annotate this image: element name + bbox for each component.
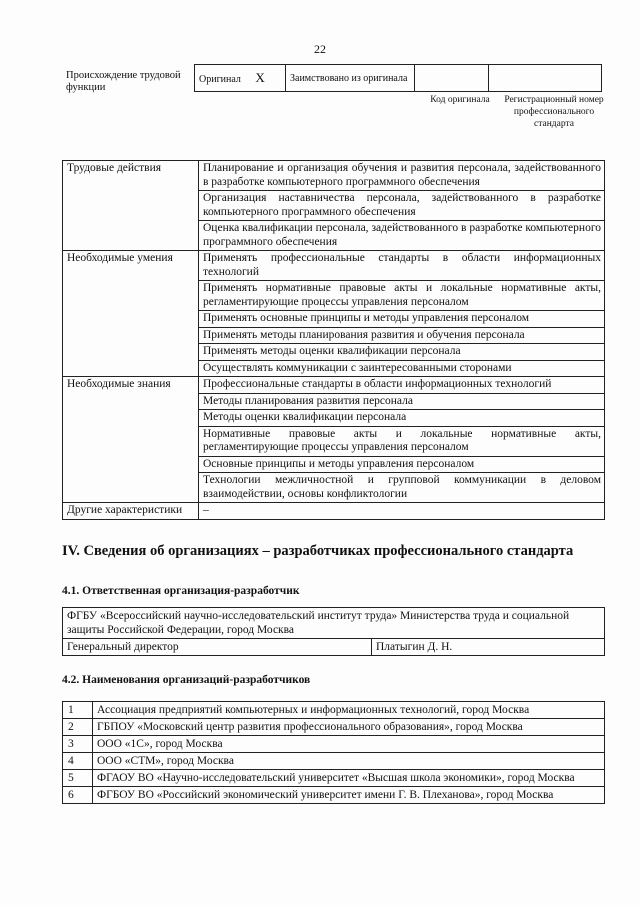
- director-name: Платыгин Д. Н.: [372, 639, 605, 656]
- item-cell: Организация наставничества персонала, задействованного в разработке компьютерного программного обеспечения: [199, 191, 605, 221]
- reg-number-label: Регистрационный номер профессионального стандарта: [504, 95, 604, 129]
- developer-name: ФГБОУ ВО «Российский экономический университет имени Г. В. Плеханова», город Москва: [93, 787, 605, 804]
- function-table: [62, 160, 605, 520]
- developer-name: Ассоциация предприятий компьютерных и информационных технологий, город Москва: [93, 702, 605, 719]
- responsible-org-table: [62, 607, 605, 656]
- item-cell: Нормативные правовые акты и локальные нормативные акты, регламентирующие процессы управления персоналом: [199, 426, 605, 456]
- code-label: Код оригинала: [430, 95, 490, 105]
- subsection-title-responsible: 4.1. Ответственная организация-разработчик: [62, 585, 300, 597]
- category-cell: Трудовые действия: [63, 161, 199, 251]
- code-cell: [415, 65, 489, 92]
- original-cell: [195, 65, 286, 92]
- director-label: Генеральный директор: [63, 639, 372, 656]
- item-cell: Планирование и организация обучения и развития персонала, задействованного в разработке компьютерного программного обеспечения: [199, 161, 605, 191]
- developer-name: ООО «1С», город Москва: [93, 736, 605, 753]
- borrowed-cell: Заимствовано из оригинала: [286, 65, 415, 92]
- item-cell: Методы оценки квалификации персонала: [199, 410, 605, 427]
- item-cell: Применять профессиональные стандарты в области информационных технологий: [199, 251, 605, 281]
- developer-number: 3: [63, 736, 93, 753]
- origin-label: Происхождение трудовой функции: [66, 70, 181, 93]
- developer-name: ФГАОУ ВО «Научно-исследовательский университет «Высшая школа экономики», город Москва: [93, 770, 605, 787]
- responsible-org-name: ФГБУ «Всероссийский научно-исследовательский институт труда» Министерства труда и социальной защиты Российской Федерации, город Москва: [63, 608, 605, 639]
- item-cell: Профессиональные стандарты в области информационных технологий: [199, 377, 605, 394]
- item-cell: Методы планирования развития персонала: [199, 393, 605, 410]
- developer-row: [63, 787, 605, 804]
- developer-number: 5: [63, 770, 93, 787]
- item-cell: Технологии межличностной и групповой коммуникации в деловом взаимодействии, основы конфликтологии: [199, 473, 605, 503]
- section-title: IV. Сведения об организациях – разработчиках профессионального стандарта: [62, 543, 574, 559]
- function-row: [63, 503, 605, 520]
- subsection-title-developers: 4.2. Наименования организаций-разработчиков: [62, 674, 311, 686]
- item-cell: Основные принципы и методы управления персоналом: [199, 456, 605, 473]
- category-cell: Другие характеристики: [63, 503, 199, 520]
- origin-table: [194, 64, 602, 92]
- developer-name: ГБПОУ «Московский центр развития профессионального образования», город Москва: [93, 719, 605, 736]
- original-label: Оригинал: [199, 73, 241, 85]
- item-cell: Применять основные принципы и методы управления персоналом: [199, 311, 605, 328]
- developer-number: 2: [63, 719, 93, 736]
- function-row: [63, 161, 605, 191]
- developer-row: [63, 702, 605, 719]
- developer-row: [63, 719, 605, 736]
- item-cell: Применять методы оценки квалификации персонала: [199, 344, 605, 361]
- item-cell: Применять нормативные правовые акты и локальные нормативные акты, регламентирующие процессы управления персоналом: [199, 281, 605, 311]
- original-mark: X: [255, 69, 265, 85]
- reg-number-cell: [489, 65, 602, 92]
- developer-name: ООО «СТМ», город Москва: [93, 753, 605, 770]
- developer-number: 6: [63, 787, 93, 804]
- developer-row: [63, 736, 605, 753]
- page-number: 22: [314, 42, 326, 56]
- function-row: [63, 251, 605, 281]
- function-row: [63, 377, 605, 394]
- category-cell: Необходимые умения: [63, 251, 199, 377]
- developers-table: [62, 701, 605, 804]
- developer-number: 4: [63, 753, 93, 770]
- developer-row: [63, 770, 605, 787]
- item-cell: Применять методы планирования развития и обучения персонала: [199, 327, 605, 344]
- developer-row: [63, 753, 605, 770]
- item-cell: –: [199, 503, 605, 520]
- item-cell: Осуществлять коммуникации с заинтересованными сторонами: [199, 360, 605, 377]
- item-cell: Оценка квалификации персонала, задействованного в разработке компьютерного программного обеспечения: [199, 221, 605, 251]
- developer-number: 1: [63, 702, 93, 719]
- category-cell: Необходимые знания: [63, 377, 199, 503]
